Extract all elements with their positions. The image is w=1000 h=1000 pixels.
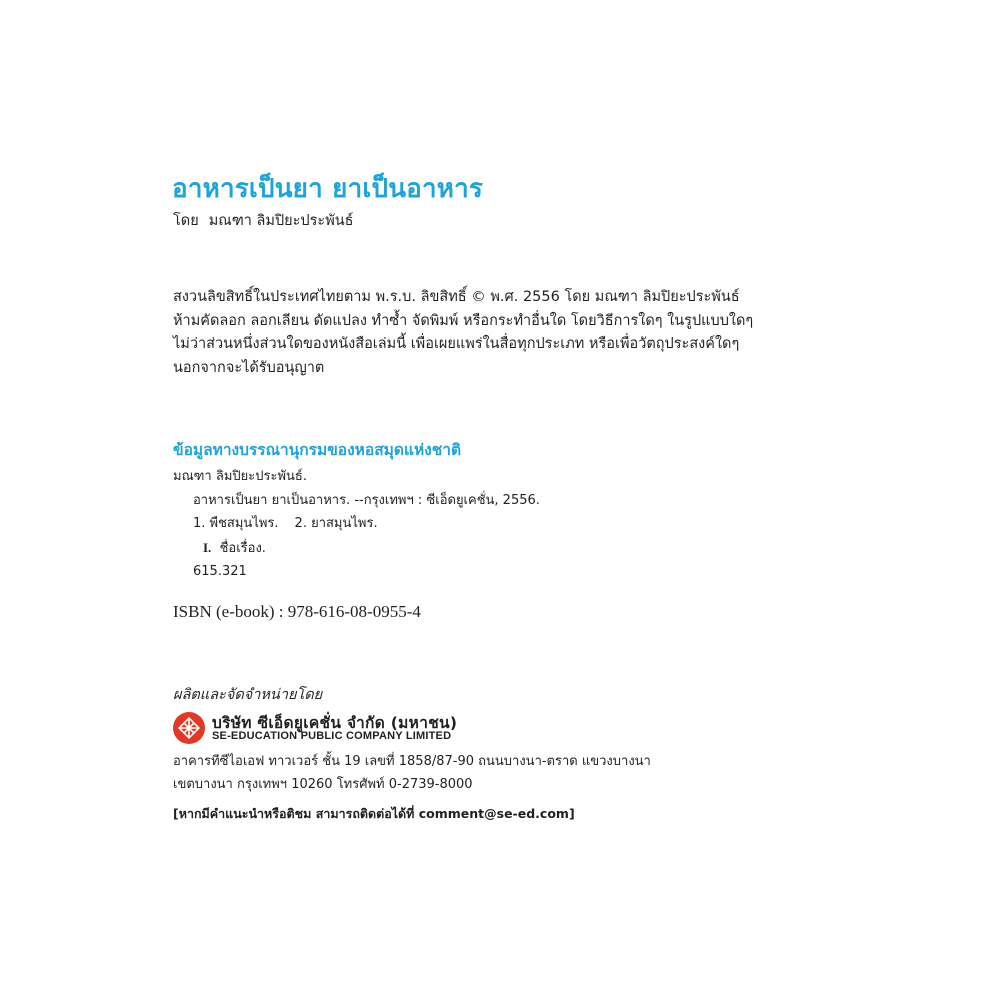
copyright-notice <box>173 286 753 380</box>
cip-class-number: 615.321 <box>193 564 247 579</box>
cip-subject-2: 2. ยาสมุนไพร. <box>294 516 378 531</box>
copyright-line: ไม่ว่าส่วนหนึ่งส่วนใดของหนังสือเล่มนี้ เพื่อเผยแพร่ในสื่อทุกประเภท หรือเพื่อวัตถุประสงค์ใดๆ <box>173 336 740 352</box>
comment-note: [หากมีคำแนะนำหรือติชม สามารถติดต่อได้ที่ comment@se-ed.com] <box>173 806 575 821</box>
address-line: อาคารทีซีไอเอฟ ทาวเวอร์ ชั้น 19 เลขที่ 1858/87-90 ถนนบางนา-ตราด แขวงบางนา <box>173 754 651 769</box>
copyright-line: นอกจากจะได้รับอนุญาต <box>173 359 325 376</box>
distributor-label: ผลิตและจัดจำหน่ายโดย <box>173 687 323 703</box>
company-name-th: บริษัท ซีเอ็ดยูเคชั่น จำกัด (มหาชน) <box>212 714 458 732</box>
cip-title-added-entry <box>173 536 540 561</box>
cip-title-added-number: I. <box>203 539 212 555</box>
cip-record <box>173 465 540 584</box>
address-line: เขตบางนา กรุงเทพฯ 10260 โทรศัพท์ 0-2739-8000 <box>173 777 473 792</box>
cip-heading: ข้อมูลทางบรรณานุกรมของหอสมุดแห่งชาติ <box>173 441 462 459</box>
company-address <box>173 750 651 796</box>
isbn: ISBN (e-book) : 978-616-08-0955-4 <box>173 602 421 621</box>
copyright-line: ห้ามคัดลอก ลอกเลียน ดัดแปลง ทำซ้ำ จัดพิมพ์ หรือกระทำอื่นใด โดยวิธีการใดๆ ในรูปแบบใดๆ <box>173 312 754 329</box>
copyright-line: สงวนลิขสิทธิ์ในประเทศไทยตาม พ.ร.บ. ลิขสิทธิ์ © พ.ศ. 2556 โดย มณฑา ลิมปิยะประพันธ์ <box>173 289 740 305</box>
author-line <box>173 209 354 232</box>
cip-title-entry: อาหารเป็นยา ยาเป็นอาหาร. --กรุงเทพฯ : ซีเอ็ดยูเคชั่น, 2556. <box>193 492 540 508</box>
cip-subject-1: 1. พืชสมุนไพร. <box>193 516 279 531</box>
book-title: อาหารเป็นยา ยาเป็นอาหาร <box>172 174 484 204</box>
author-prefix: โดย <box>173 213 199 229</box>
cip-author-entry: มณฑา ลิมปิยะประพันธ์. <box>173 469 307 484</box>
se-ed-logo-icon <box>173 712 205 744</box>
author-name: มณฑา ลิมปิยะประพันธ์ <box>208 213 354 229</box>
company-name-en: SE-EDUCATION PUBLIC COMPANY LIMITED <box>212 730 452 742</box>
cip-subjects <box>173 512 540 536</box>
cip-title-added: ชื่อเรื่อง. <box>219 540 266 556</box>
